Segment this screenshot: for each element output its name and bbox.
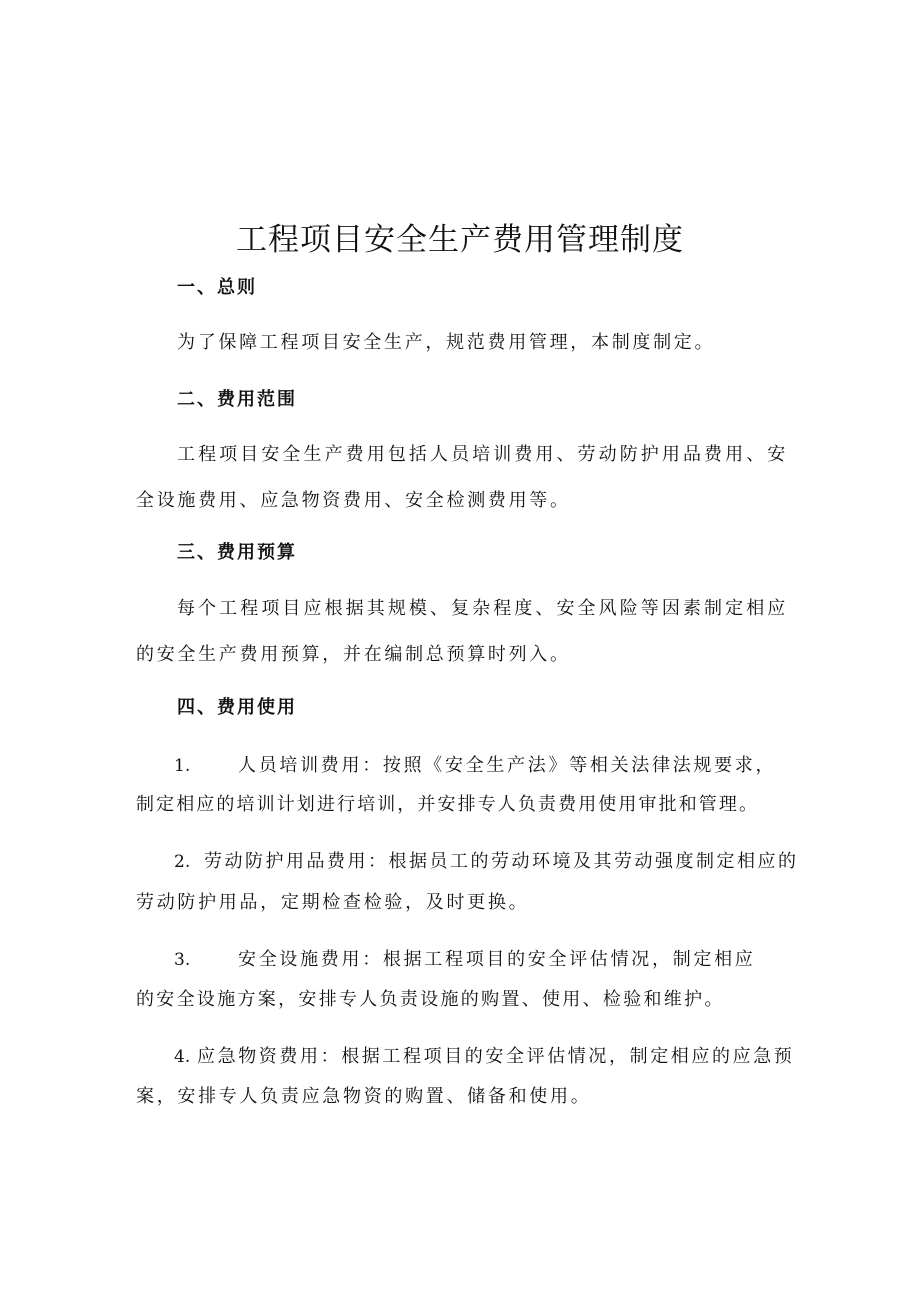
section-heading-usage: 四、费用使用 (177, 697, 297, 718)
list-item-text-line: 安全设施费用：根据工程项目的安全评估情况，制定相应 (238, 949, 756, 970)
list-item-text-line: 的安全设施方案，安排专人负责设施的购置、使用、检验和维护。 (136, 989, 725, 1010)
list-item-text-line: 案，安排专人负责应急物资的购置、储备和使用。 (136, 1086, 592, 1107)
list-item-text-line: 应急物资费用：根据工程项目的安全评估情况，制定相应的应急预 (197, 1046, 795, 1067)
list-item-text-line: 劳动防护用品费用：根据员工的劳动环境及其劳动强度制定相应的 (204, 851, 799, 872)
list-item-number: 1. (174, 756, 191, 776)
list-item-number: 2. (174, 852, 191, 872)
document-title: 工程项目安全生产费用管理制度 (236, 222, 684, 258)
list-item-number: 4. (174, 1047, 191, 1067)
list-item-number: 3. (174, 950, 191, 970)
section-heading-scope: 二、费用范围 (177, 389, 297, 410)
list-item-text-line: 人员培训费用：按照《安全生产法》等相关法律法规要求， (238, 755, 777, 776)
section-heading-general: 一、总则 (177, 277, 257, 298)
section-heading-budget: 三、费用预算 (177, 542, 297, 563)
list-item-text-line: 制定相应的培训计划进行培训，并安排专人负责费用使用审批和管理。 (136, 794, 760, 815)
section-paragraph-budget: 每个工程项目应根据其规模、复杂程度、安全风险等因素制定相应的安全生产费用预算，并在编制总预算时列入。 (136, 598, 788, 665)
list-item-text-line: 劳动防护用品，定期检查检验，及时更换。 (136, 892, 530, 913)
section-paragraph-scope: 工程项目安全生产费用包括人员培训费用、劳动防护用品费用、安全设施费用、应急物资费用、安全检测费用等。 (136, 444, 788, 511)
section-paragraph-general: 为了保障工程项目安全生产，规范费用管理，本制度制定。 (177, 332, 716, 353)
